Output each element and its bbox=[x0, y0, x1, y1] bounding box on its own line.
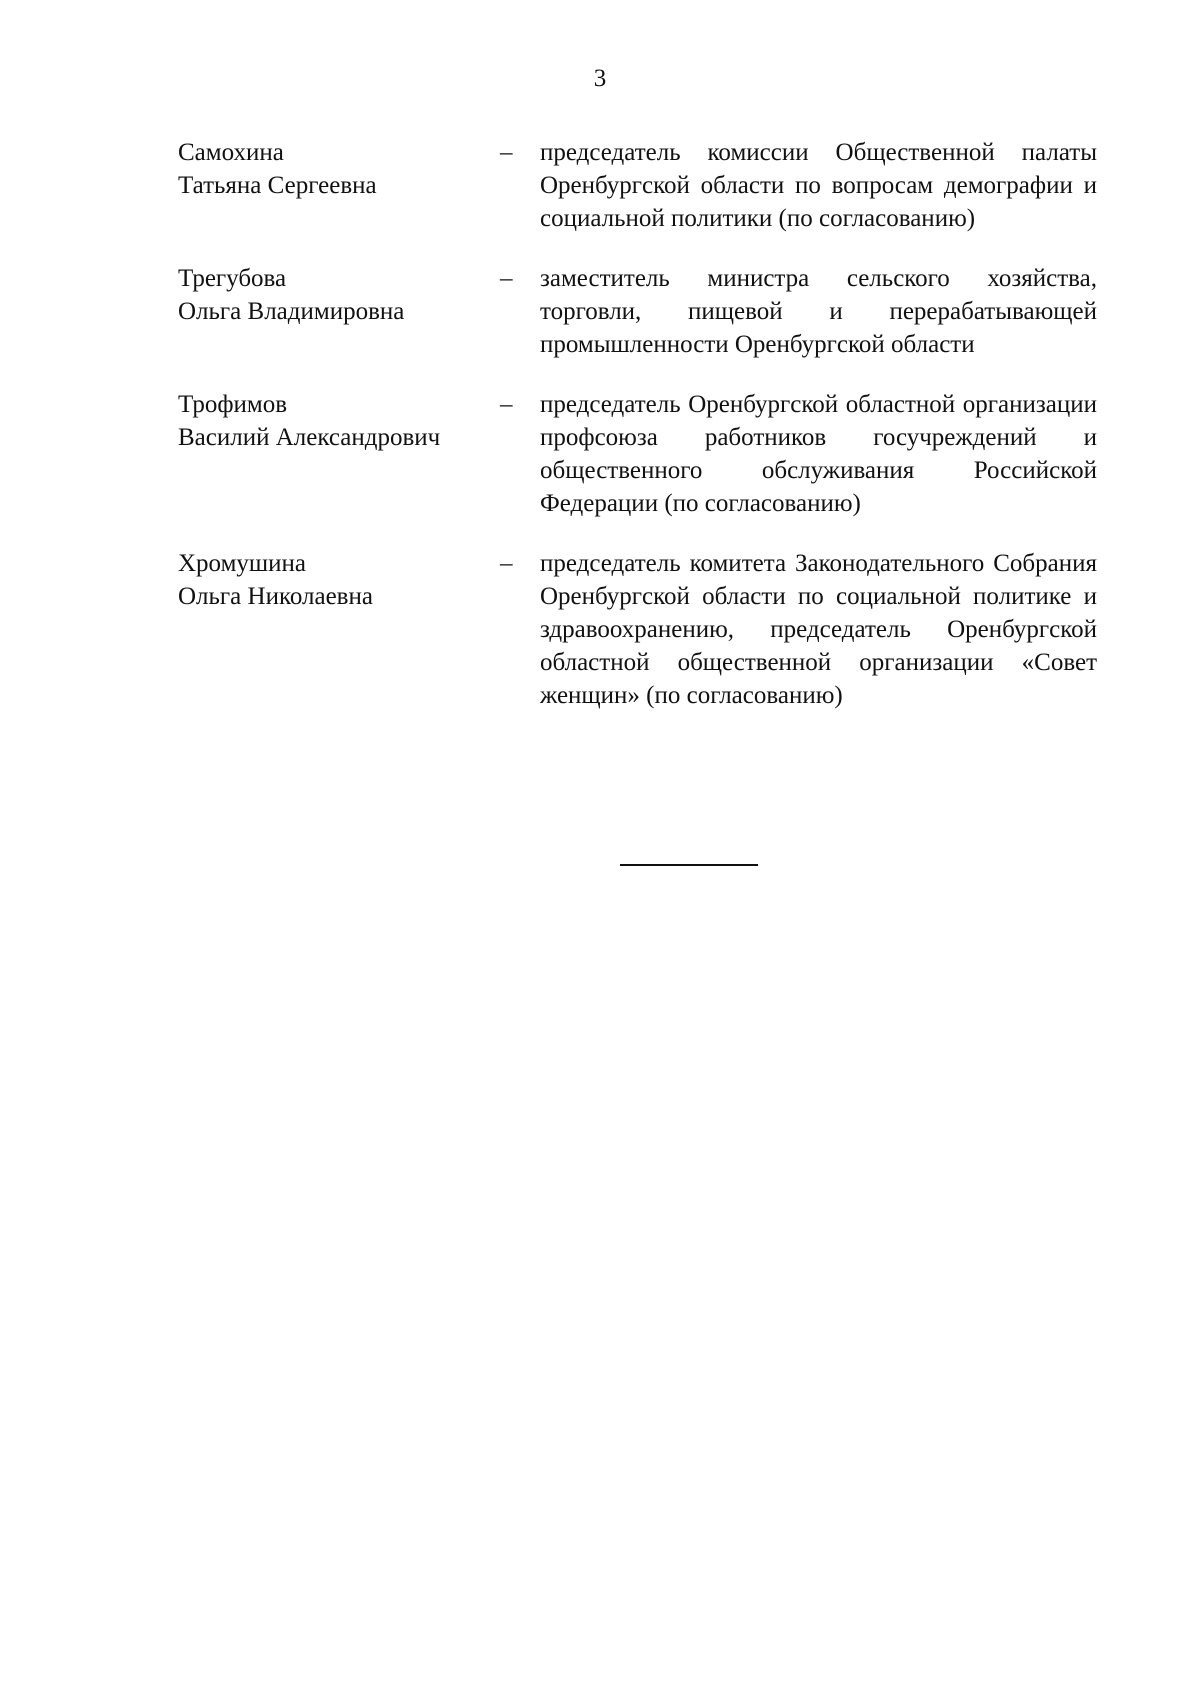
member-surname: Трофимов bbox=[178, 391, 288, 418]
member-given-names: Ольга Николаевна bbox=[178, 583, 373, 610]
separator-dash: – bbox=[500, 139, 513, 166]
member-surname: Самохина bbox=[178, 139, 284, 166]
member-entry bbox=[178, 262, 1098, 361]
member-role: председатель Оренбургской областной организации профсоюза работников госучреждений и общественного обслуживания Российской Федерации (по согласованию) bbox=[540, 391, 1097, 517]
separator-dash: – bbox=[500, 550, 513, 577]
member-name bbox=[178, 262, 498, 328]
end-of-list-rule bbox=[620, 864, 758, 866]
separator-dash: – bbox=[500, 265, 513, 292]
member-name bbox=[178, 388, 498, 454]
member-role: председатель комиссии Общественной палаты Оренбургской области по вопросам демографии и социальной политики (по согласованию) bbox=[540, 139, 1097, 232]
member-surname: Хромушина bbox=[178, 550, 307, 577]
separator-dash: – bbox=[500, 391, 513, 418]
member-entry bbox=[178, 547, 1098, 712]
member-surname: Трегубова bbox=[178, 265, 287, 292]
member-given-names: Татьяна Сергеевна bbox=[178, 172, 377, 199]
member-given-names: Ольга Владимировна bbox=[178, 298, 405, 325]
member-list bbox=[178, 136, 1098, 739]
member-role: заместитель министра сельского хозяйства, торговли, пищевой и перерабатывающей промышленности Оренбургской области bbox=[540, 265, 1097, 358]
member-name bbox=[178, 547, 498, 613]
page-number: 3 bbox=[593, 65, 607, 92]
member-given-names: Василий Александрович bbox=[178, 424, 441, 451]
member-entry bbox=[178, 388, 1098, 520]
member-entry bbox=[178, 136, 1098, 235]
member-role: председатель комитета Законодательного Собрания Оренбургской области по социальной политике и здравоохранению, председатель Оренбургской областной общественной организации «Совет женщин» (по согласованию) bbox=[540, 550, 1097, 709]
member-name bbox=[178, 136, 498, 202]
